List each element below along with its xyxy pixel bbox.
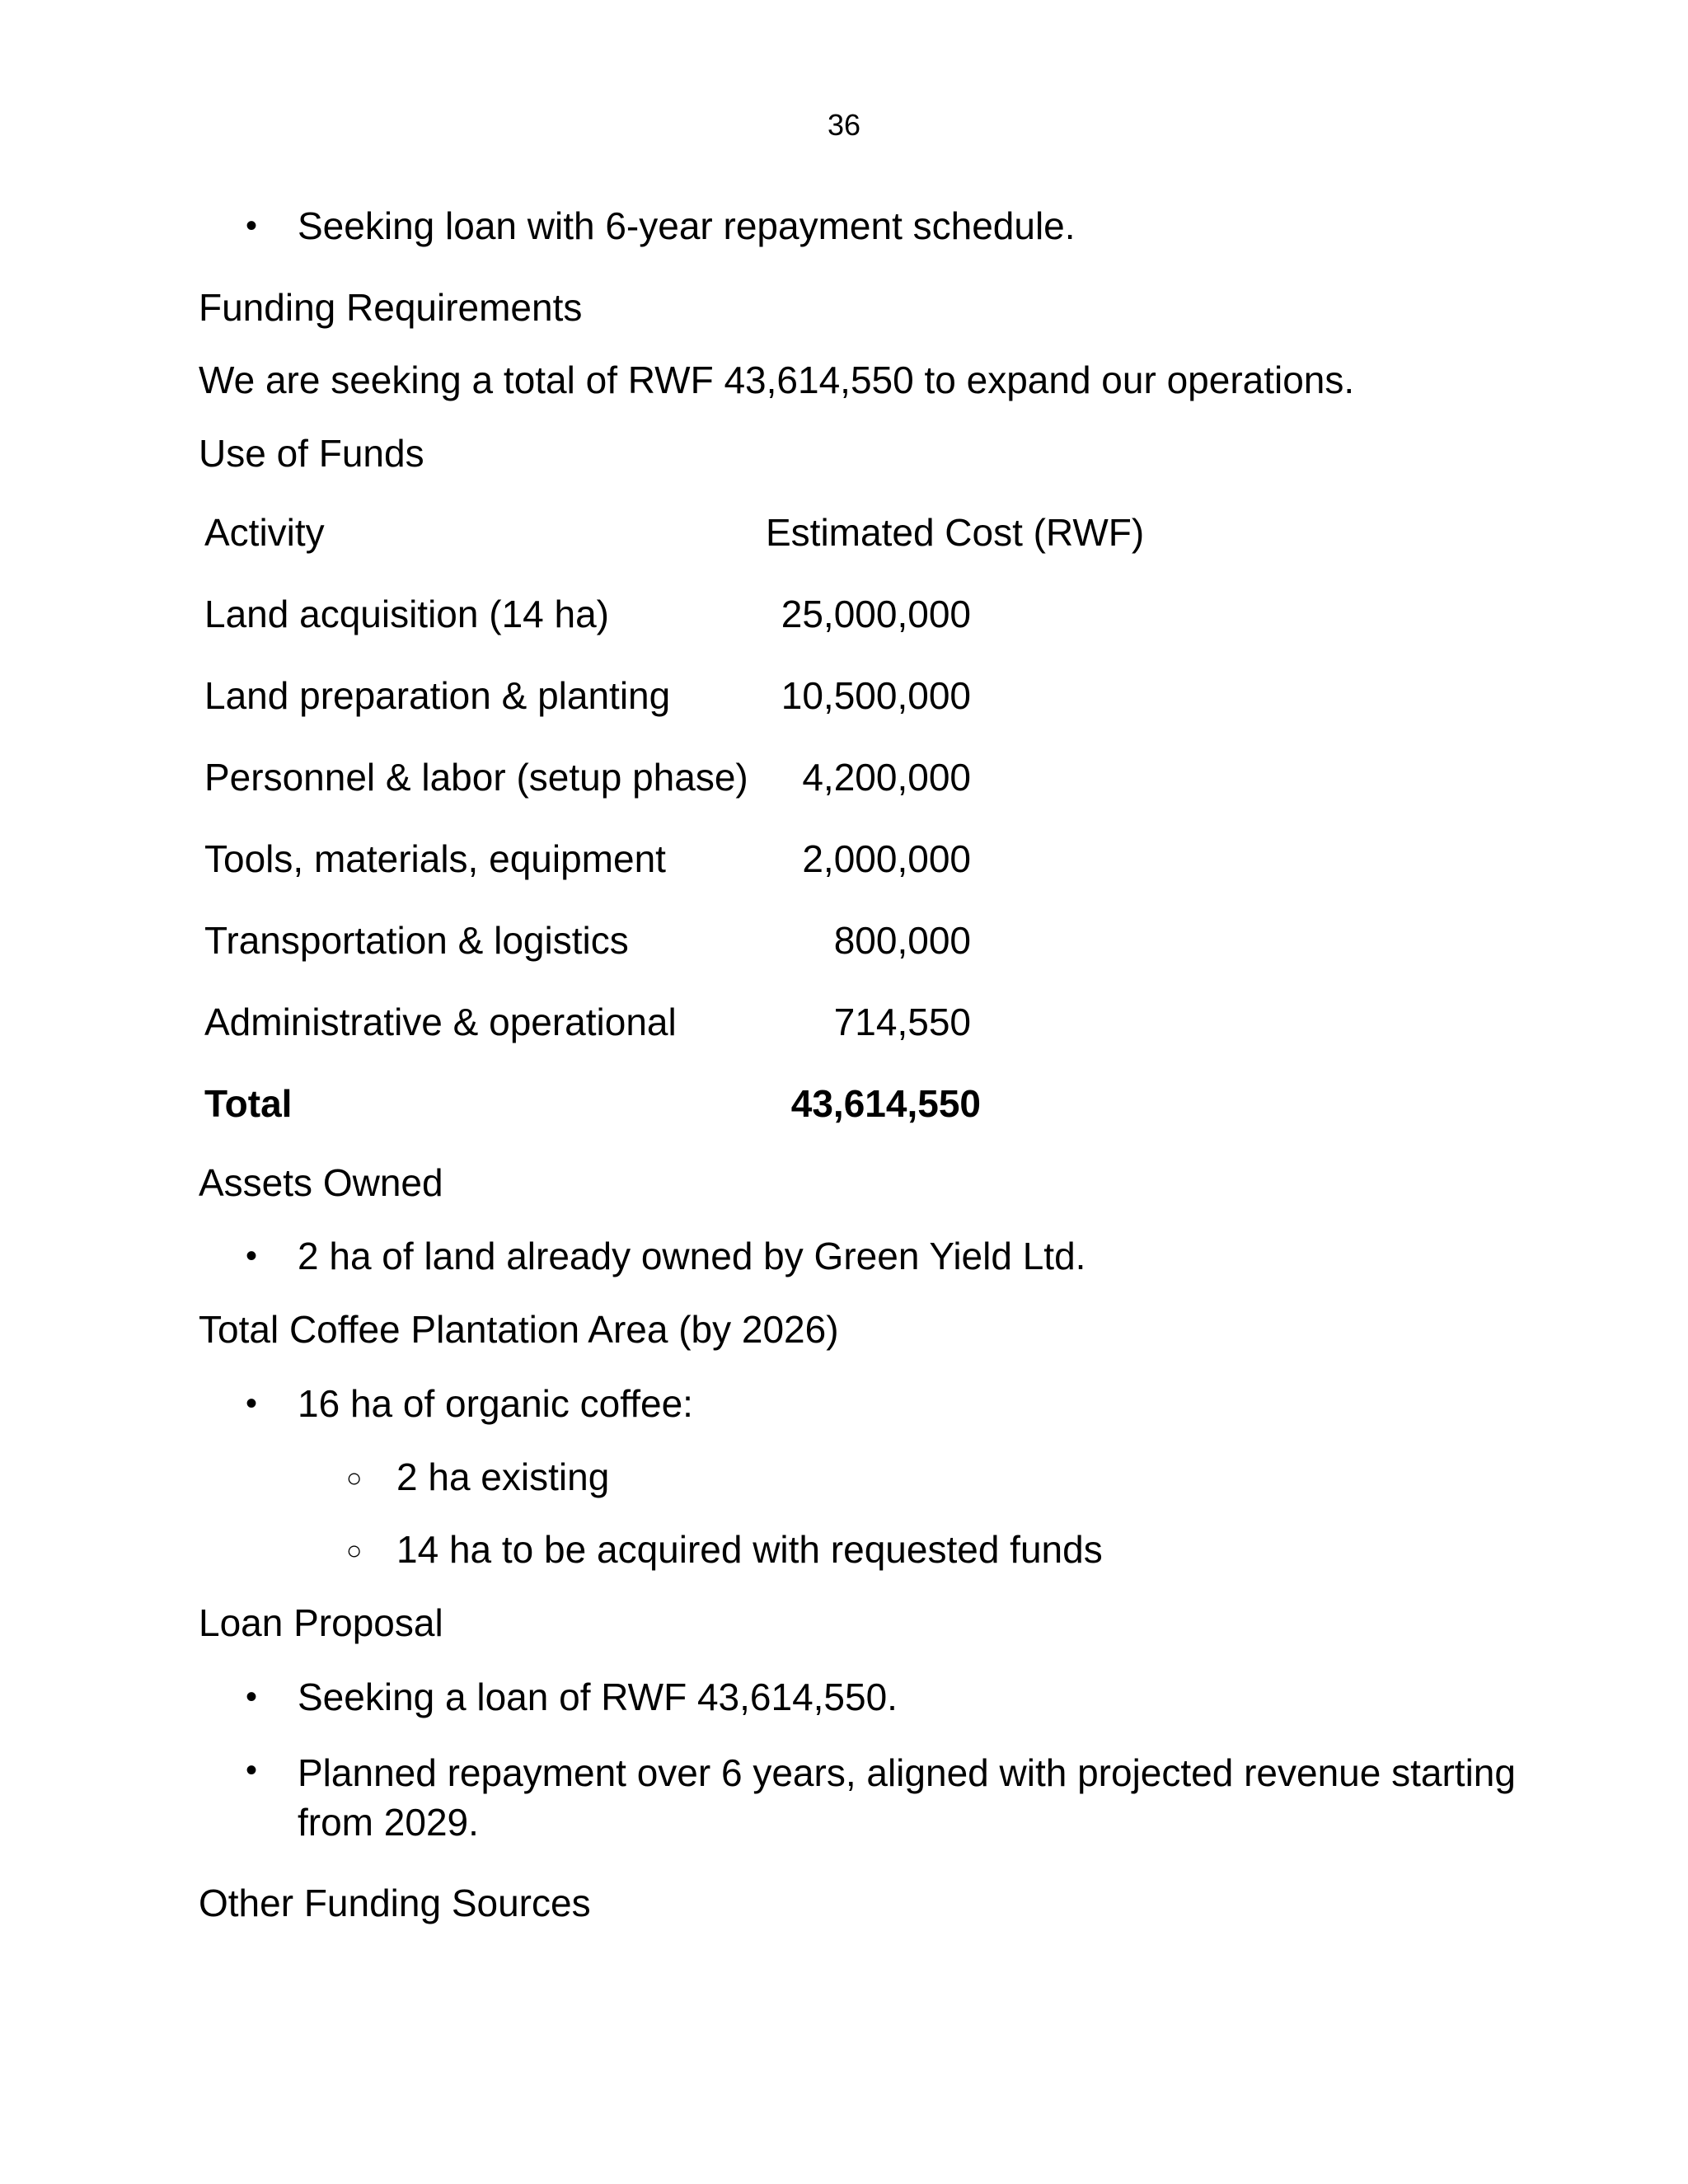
plantation-area-heading: Total Coffee Plantation Area (by 2026) bbox=[199, 1308, 839, 1351]
table-cell-activity: Administrative & operational bbox=[204, 1001, 677, 1043]
assets-owned-bullet: 2 ha of land already owned by Green Yield Ltd. bbox=[298, 1235, 1086, 1277]
table-total-label: Total bbox=[204, 1082, 293, 1125]
sub-bullet-circle: ○ bbox=[346, 1463, 363, 1493]
intro-bullet-text: Seeking loan with 6-year repayment schedule. bbox=[298, 204, 1076, 247]
funding-requirements-text: We are seeking a total of RWF 43,614,550 to expand our operations. bbox=[199, 359, 1355, 401]
assets-owned-heading: Assets Owned bbox=[199, 1161, 443, 1204]
table-header-cost: Estimated Cost (RWF) bbox=[766, 511, 1145, 554]
plantation-area-bullet: 16 ha of organic coffee: bbox=[298, 1382, 693, 1425]
bullet-dot: • bbox=[246, 1385, 258, 1422]
table-cell-cost: 25,000,000 bbox=[781, 593, 971, 635]
table-header-activity: Activity bbox=[204, 511, 325, 554]
sub-bullet-circle: ○ bbox=[346, 1535, 363, 1565]
table-cell-activity: Tools, materials, equipment bbox=[204, 837, 666, 880]
bullet-dot: • bbox=[246, 208, 258, 244]
table-cell-activity: Transportation & logistics bbox=[204, 919, 629, 962]
loan-proposal-heading: Loan Proposal bbox=[199, 1601, 443, 1644]
table-cell-activity: Land acquisition (14 ha) bbox=[204, 593, 609, 635]
funding-requirements-heading: Funding Requirements bbox=[199, 286, 583, 329]
loan-proposal-bullet: Seeking a loan of RWF 43,614,550. bbox=[298, 1675, 898, 1718]
loan-proposal-bullet: Planned repayment over 6 years, aligned with projected revenue starting from 2029. bbox=[298, 1751, 1516, 1844]
bullet-dot: • bbox=[246, 1752, 258, 1788]
table-cell-cost: 10,500,000 bbox=[781, 674, 971, 717]
page-number: 36 bbox=[827, 108, 861, 142]
other-funding-heading: Other Funding Sources bbox=[199, 1882, 591, 1924]
table-cell-activity: Land preparation & planting bbox=[204, 674, 671, 717]
table-cell-cost: 800,000 bbox=[833, 919, 971, 962]
table-cell-activity: Personnel & labor (setup phase) bbox=[204, 756, 748, 799]
table-total-value: 43,614,550 bbox=[790, 1082, 981, 1125]
table-cell-cost: 4,200,000 bbox=[802, 756, 971, 799]
table-cell-cost: 714,550 bbox=[833, 1001, 971, 1043]
plantation-sub-bullet: 14 ha to be acquired with requested funds bbox=[396, 1528, 1103, 1571]
table-cell-cost: 2,000,000 bbox=[802, 837, 971, 880]
plantation-sub-bullet: 2 ha existing bbox=[396, 1455, 610, 1498]
bullet-dot: • bbox=[246, 1238, 258, 1274]
bullet-dot: • bbox=[246, 1679, 258, 1715]
use-of-funds-heading: Use of Funds bbox=[199, 432, 424, 475]
